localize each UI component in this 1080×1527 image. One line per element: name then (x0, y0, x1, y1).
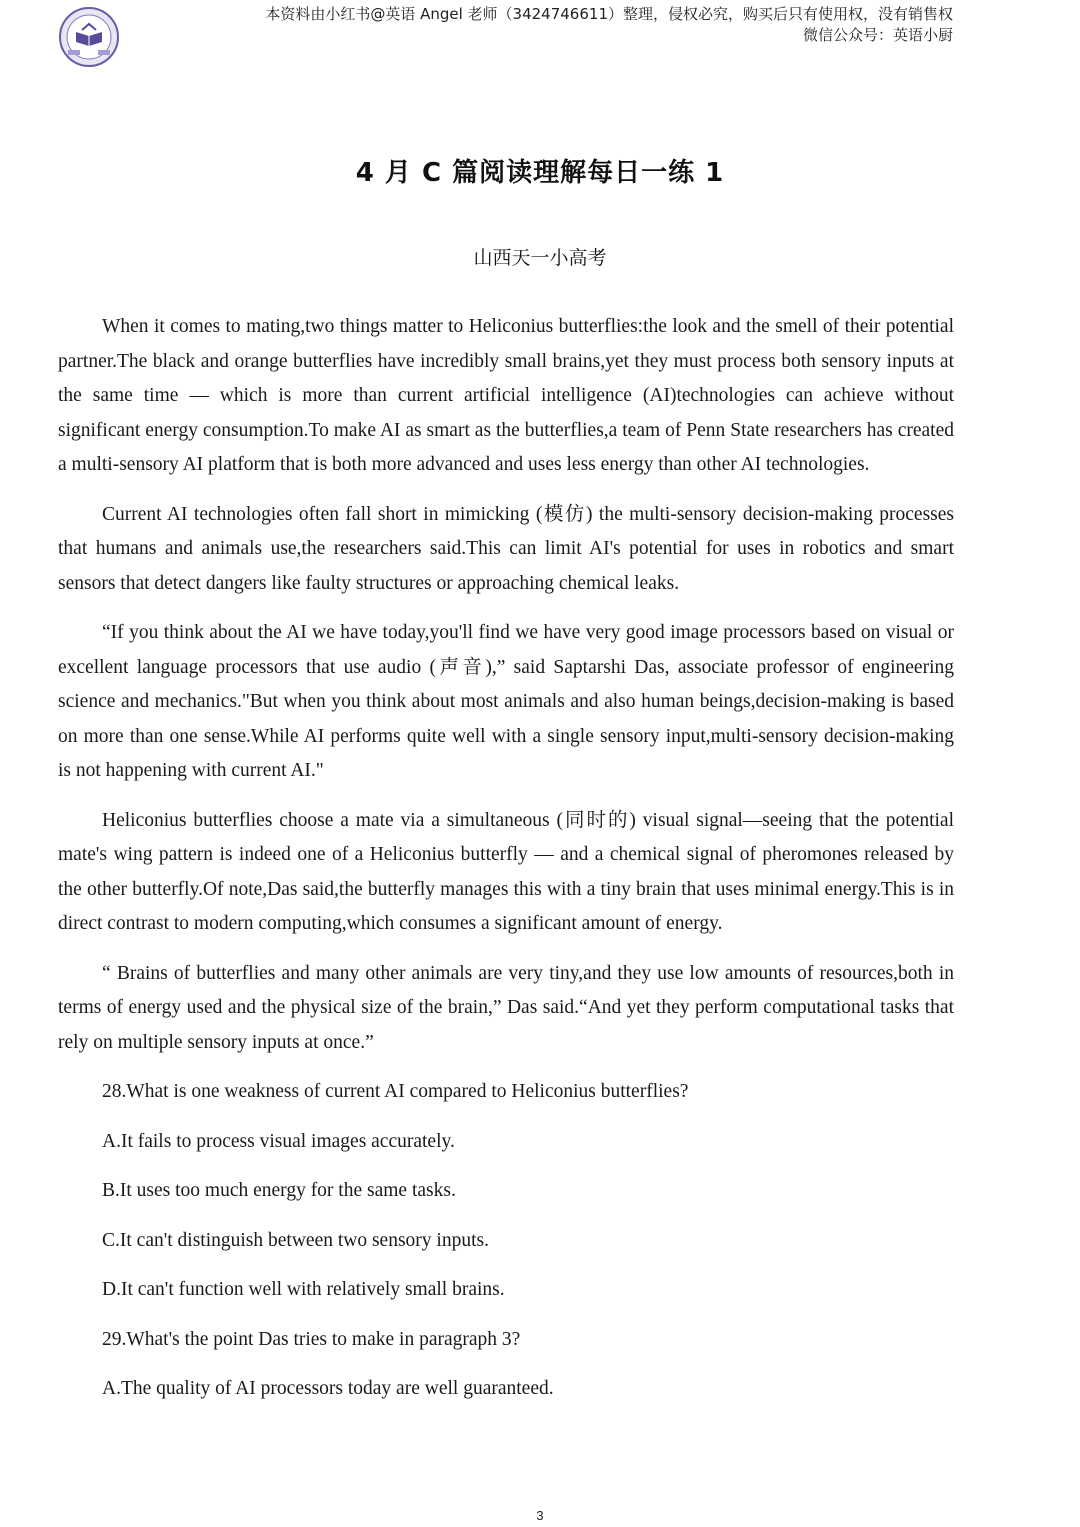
question-29: 29.What's the point Das tries to make in paragraph 3? (102, 1328, 521, 1350)
paragraph-2: Current AI technologies often fall short in mimicking (模仿) the multi-sensory decision-making processes that humans and animals use,the researchers said.This can limit AI's potential for uses in robotics and smart sensors that detect dangers like faulty structures or approaching chemical leaks. (58, 503, 954, 594)
paragraph-3: “If you think about the AI we have today,you'll find we have very good image processors based on visual or excellent language processors that use audio (声音),” said Saptarshi Das, associate professor of engineering science and mechanics."But when you think about most animals and also human beings,decision-making is based on more than one sense.While AI performs quite well with a single sensory input,multi-sensory decision-making is not happening with current AI." (58, 622, 954, 781)
question-29-option-a: A.The quality of AI processors today are well guaranteed. (102, 1378, 554, 1399)
page-number: 3 (536, 1508, 544, 1523)
question-28: 28.What is one weakness of current AI compared to Heliconius butterflies? (102, 1081, 689, 1102)
page-subtitle: 山西天一小高考 (473, 247, 607, 269)
header-wechat-line: 微信公众号：英语小厨 (802, 26, 953, 44)
logo-badge (58, 6, 120, 68)
header-note (265, 4, 953, 46)
header-copyright-line: 本资料由小红书@英语 Angel 老师（3424746611）整理，侵权必究，购买后只有使用权，没有销售权 (265, 5, 953, 23)
paragraph-4: Heliconius butterflies choose a mate via a simultaneous (同时的) visual signal—seeing that the potential mate's wing pattern is indeed one of a Heliconius butterfly — and a chemical signal of pheromones released by the other butterfly.Of note,Das said,the butterfly manages this with a tiny brain that uses minimal energy.This is in direct contrast to modern computing,which consumes a significant amount of energy. (58, 809, 954, 934)
page-title: 4 月 C 篇阅读理解每日一练 1 (355, 158, 725, 188)
book-badge-icon (58, 6, 120, 68)
paragraph-1: When it comes to mating,two things matter to Heliconius butterflies:the look and the smell of their potential partner.The black and orange butterflies have incredibly small brains,yet they must process both sensory inputs at the same time — which is more than current artificial intelligence (AI)technologies can achieve without significant energy consumption.To make AI as smart as the butterflies,a team of Penn State researchers has created a multi-sensory AI platform that is both more advanced and uses less energy than other AI technologies. (58, 316, 954, 475)
question-28-option-a: A.It fails to process visual images accurately. (102, 1130, 455, 1152)
reading-passage (58, 310, 954, 1422)
paragraph-5: “ Brains of butterflies and many other animals are very tiny,and they use low amounts of resources,both in terms of energy used and the physical size of the brain,” Das said.“And yet they perform computational tasks that rely on multiple sensory inputs at once.” (58, 962, 954, 1053)
question-28-option-c: C.It can't distinguish between two sensory inputs. (102, 1229, 489, 1251)
question-28-option-d: D.It can't function well with relatively small brains. (102, 1279, 505, 1300)
question-28-option-b: B.It uses too much energy for the same tasks. (102, 1180, 456, 1201)
